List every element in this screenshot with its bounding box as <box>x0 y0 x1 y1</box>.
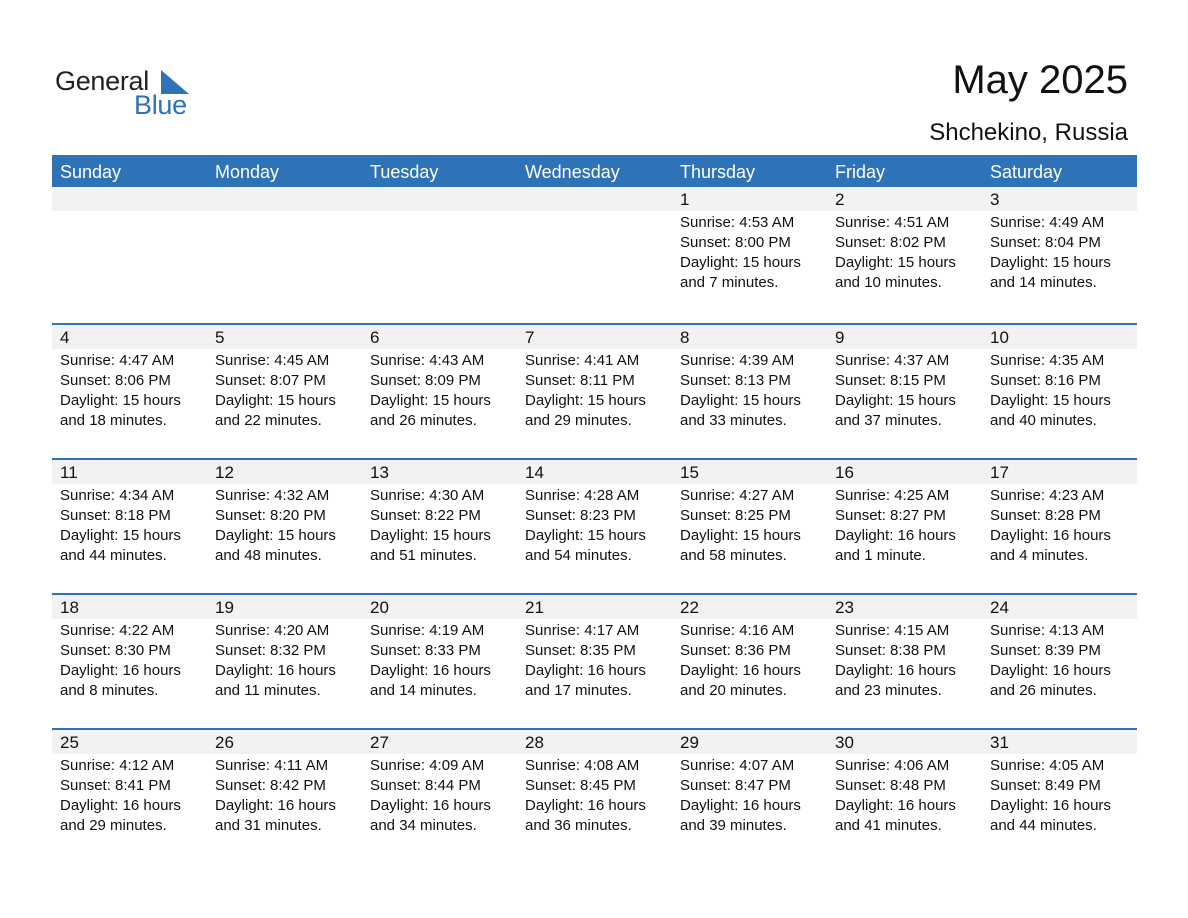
daylight-text: Daylight: 15 hours <box>990 392 1111 409</box>
daylight-text: Daylight: 15 hours <box>525 527 646 544</box>
day-details <box>672 754 827 836</box>
sunset-text: Sunset: 8:13 PM <box>680 372 791 389</box>
daylight-minutes-text: and 29 minutes. <box>60 817 167 834</box>
daylight-minutes-text: and 11 minutes. <box>215 682 321 699</box>
day-number: 17 <box>982 460 1137 484</box>
day-cell <box>827 460 982 593</box>
sunset-text: Sunset: 8:44 PM <box>370 777 481 794</box>
weekday-tuesday: Tuesday <box>370 162 439 182</box>
daylight-text: Daylight: 15 hours <box>370 392 491 409</box>
daylight-text: Daylight: 16 hours <box>215 797 336 814</box>
daylight-text: Daylight: 15 hours <box>680 254 801 271</box>
empty-day-cell <box>517 187 672 323</box>
day-number <box>207 187 362 211</box>
day-details <box>207 349 362 431</box>
sunset-text: Sunset: 8:38 PM <box>835 642 946 659</box>
daylight-minutes-text: and 44 minutes. <box>60 547 167 564</box>
day-number: 1 <box>672 187 827 211</box>
daylight-text: Daylight: 15 hours <box>60 527 181 544</box>
sunset-text: Sunset: 8:27 PM <box>835 507 946 524</box>
day-cell <box>517 325 672 458</box>
sunrise-text: Sunrise: 4:19 AM <box>370 622 485 639</box>
week-row <box>52 593 1137 728</box>
day-details <box>672 211 827 293</box>
day-details <box>517 754 672 836</box>
weekday-monday: Monday <box>215 162 280 182</box>
page-title: May 2025 <box>952 58 1128 102</box>
daylight-minutes-text: and 44 minutes. <box>990 817 1097 834</box>
daylight-text: Daylight: 16 hours <box>60 797 181 814</box>
day-details <box>827 619 982 701</box>
day-cell <box>362 730 517 863</box>
sunset-text: Sunset: 8:04 PM <box>990 234 1101 251</box>
day-number: 8 <box>672 325 827 349</box>
sunrise-text: Sunrise: 4:28 AM <box>525 487 640 504</box>
sunrise-text: Sunrise: 4:13 AM <box>990 622 1105 639</box>
day-number: 2 <box>827 187 982 211</box>
sunset-text: Sunset: 8:45 PM <box>525 777 636 794</box>
daylight-text: Daylight: 16 hours <box>60 662 181 679</box>
sunset-text: Sunset: 8:11 PM <box>525 372 635 389</box>
day-cell <box>982 187 1137 323</box>
day-details <box>207 754 362 836</box>
day-cell <box>362 595 517 728</box>
day-details <box>517 484 672 566</box>
day-number: 28 <box>517 730 672 754</box>
day-number: 15 <box>672 460 827 484</box>
daylight-text: Daylight: 16 hours <box>215 662 336 679</box>
daylight-minutes-text: and 14 minutes. <box>370 682 477 699</box>
day-cell <box>982 730 1137 863</box>
day-cell <box>517 730 672 863</box>
day-details <box>827 484 982 566</box>
sunset-text: Sunset: 8:39 PM <box>990 642 1101 659</box>
day-number: 9 <box>827 325 982 349</box>
daylight-text: Daylight: 15 hours <box>370 527 491 544</box>
daylight-text: Daylight: 16 hours <box>990 662 1111 679</box>
day-number: 21 <box>517 595 672 619</box>
day-number <box>517 187 672 211</box>
location-subtitle: Shchekino, Russia <box>929 119 1128 146</box>
daylight-text: Daylight: 16 hours <box>835 527 956 544</box>
daylight-minutes-text: and 34 minutes. <box>370 817 477 834</box>
day-details <box>52 484 207 566</box>
sunrise-text: Sunrise: 4:41 AM <box>525 352 640 369</box>
daylight-text: Daylight: 16 hours <box>370 662 491 679</box>
empty-day-cell <box>362 187 517 323</box>
day-cell <box>517 595 672 728</box>
day-number: 31 <box>982 730 1137 754</box>
day-cell <box>207 460 362 593</box>
daylight-text: Daylight: 15 hours <box>215 527 336 544</box>
week-row <box>52 323 1137 458</box>
sunset-text: Sunset: 8:41 PM <box>60 777 171 794</box>
day-number: 3 <box>982 187 1137 211</box>
day-cell <box>672 460 827 593</box>
daylight-minutes-text: and 4 minutes. <box>990 547 1089 564</box>
day-cell <box>672 595 827 728</box>
day-cell <box>672 325 827 458</box>
sunrise-text: Sunrise: 4:09 AM <box>370 757 485 774</box>
sunrise-text: Sunrise: 4:30 AM <box>370 487 485 504</box>
sunset-text: Sunset: 8:49 PM <box>990 777 1101 794</box>
day-number: 16 <box>827 460 982 484</box>
day-cell <box>362 460 517 593</box>
day-details <box>982 349 1137 431</box>
day-details <box>982 619 1137 701</box>
day-number: 5 <box>207 325 362 349</box>
sunset-text: Sunset: 8:28 PM <box>990 507 1101 524</box>
daylight-text: Daylight: 16 hours <box>990 797 1111 814</box>
sunset-text: Sunset: 8:18 PM <box>60 507 171 524</box>
daylight-minutes-text: and 31 minutes. <box>215 817 322 834</box>
day-cell <box>827 187 982 323</box>
sunrise-text: Sunrise: 4:20 AM <box>215 622 330 639</box>
daylight-minutes-text: and 10 minutes. <box>835 274 942 291</box>
sunset-text: Sunset: 8:48 PM <box>835 777 946 794</box>
daylight-text: Daylight: 16 hours <box>525 662 646 679</box>
day-number: 30 <box>827 730 982 754</box>
daylight-text: Daylight: 15 hours <box>835 254 956 271</box>
daylight-minutes-text: and 54 minutes. <box>525 547 632 564</box>
day-details <box>982 754 1137 836</box>
day-cell <box>517 460 672 593</box>
day-number: 14 <box>517 460 672 484</box>
day-details <box>672 349 827 431</box>
day-cell <box>827 595 982 728</box>
daylight-text: Daylight: 16 hours <box>835 797 956 814</box>
sunrise-text: Sunrise: 4:27 AM <box>680 487 795 504</box>
day-details <box>982 211 1137 293</box>
day-cell <box>982 325 1137 458</box>
daylight-text: Daylight: 16 hours <box>680 797 801 814</box>
daylight-text: Daylight: 15 hours <box>680 527 801 544</box>
sunrise-text: Sunrise: 4:49 AM <box>990 214 1105 231</box>
day-number: 25 <box>52 730 207 754</box>
daylight-text: Daylight: 16 hours <box>835 662 956 679</box>
sunset-text: Sunset: 8:42 PM <box>215 777 326 794</box>
day-number: 20 <box>362 595 517 619</box>
day-number: 6 <box>362 325 517 349</box>
sunset-text: Sunset: 8:15 PM <box>835 372 946 389</box>
sunset-text: Sunset: 8:20 PM <box>215 507 326 524</box>
week-row <box>52 187 1137 323</box>
daylight-text: Daylight: 15 hours <box>835 392 956 409</box>
daylight-minutes-text: and 26 minutes. <box>370 412 477 429</box>
weekday-sunday: Sunday <box>60 162 122 182</box>
day-cell <box>362 325 517 458</box>
sunrise-text: Sunrise: 4:32 AM <box>215 487 330 504</box>
daylight-minutes-text: and 41 minutes. <box>835 817 942 834</box>
day-details <box>672 484 827 566</box>
sunset-text: Sunset: 8:33 PM <box>370 642 481 659</box>
day-cell <box>207 325 362 458</box>
sunrise-text: Sunrise: 4:25 AM <box>835 487 950 504</box>
daylight-text: Daylight: 15 hours <box>60 392 181 409</box>
sunset-text: Sunset: 8:07 PM <box>215 372 326 389</box>
day-details <box>362 619 517 701</box>
sunset-text: Sunset: 8:30 PM <box>60 642 171 659</box>
daylight-text: Daylight: 15 hours <box>215 392 336 409</box>
day-details <box>52 754 207 836</box>
day-cell <box>52 325 207 458</box>
sunrise-text: Sunrise: 4:37 AM <box>835 352 950 369</box>
sunset-text: Sunset: 8:00 PM <box>680 234 791 251</box>
weekday-thursday: Thursday <box>680 162 756 182</box>
daylight-minutes-text: and 40 minutes. <box>990 412 1097 429</box>
day-number: 10 <box>982 325 1137 349</box>
daylight-minutes-text: and 23 minutes. <box>835 682 942 699</box>
sunset-text: Sunset: 8:35 PM <box>525 642 636 659</box>
sunset-text: Sunset: 8:23 PM <box>525 507 636 524</box>
day-number: 29 <box>672 730 827 754</box>
daylight-minutes-text: and 22 minutes. <box>215 412 322 429</box>
generalblue-logo <box>55 62 215 122</box>
day-cell <box>207 595 362 728</box>
day-details <box>207 484 362 566</box>
sunrise-text: Sunrise: 4:17 AM <box>525 622 640 639</box>
sunrise-text: Sunrise: 4:11 AM <box>215 757 329 774</box>
sunrise-text: Sunrise: 4:35 AM <box>990 352 1105 369</box>
daylight-minutes-text: and 33 minutes. <box>680 412 787 429</box>
sunrise-text: Sunrise: 4:15 AM <box>835 622 950 639</box>
day-number: 11 <box>52 460 207 484</box>
daylight-minutes-text: and 18 minutes. <box>60 412 167 429</box>
daylight-text: Daylight: 16 hours <box>680 662 801 679</box>
day-cell <box>982 595 1137 728</box>
calendar-weeks <box>52 187 1137 863</box>
day-details <box>517 619 672 701</box>
day-details <box>362 484 517 566</box>
daylight-text: Daylight: 15 hours <box>680 392 801 409</box>
sunset-text: Sunset: 8:06 PM <box>60 372 171 389</box>
day-cell <box>52 460 207 593</box>
day-cell <box>52 595 207 728</box>
daylight-minutes-text: and 1 minute. <box>835 547 926 564</box>
sunrise-text: Sunrise: 4:47 AM <box>60 352 175 369</box>
sunrise-text: Sunrise: 4:39 AM <box>680 352 795 369</box>
sunrise-text: Sunrise: 4:43 AM <box>370 352 485 369</box>
daylight-minutes-text: and 36 minutes. <box>525 817 632 834</box>
sunset-text: Sunset: 8:02 PM <box>835 234 946 251</box>
sunrise-text: Sunrise: 4:45 AM <box>215 352 330 369</box>
daylight-text: Daylight: 16 hours <box>525 797 646 814</box>
sunrise-text: Sunrise: 4:06 AM <box>835 757 950 774</box>
weekday-saturday: Saturday <box>990 162 1063 182</box>
day-details <box>362 349 517 431</box>
empty-day-cell <box>52 187 207 323</box>
sunset-text: Sunset: 8:09 PM <box>370 372 481 389</box>
day-details <box>362 754 517 836</box>
daylight-text: Daylight: 16 hours <box>990 527 1111 544</box>
sunrise-text: Sunrise: 4:34 AM <box>60 487 175 504</box>
daylight-minutes-text: and 20 minutes. <box>680 682 787 699</box>
sunrise-text: Sunrise: 4:12 AM <box>60 757 175 774</box>
daylight-minutes-text: and 48 minutes. <box>215 547 322 564</box>
day-number: 19 <box>207 595 362 619</box>
day-number: 26 <box>207 730 362 754</box>
daylight-text: Daylight: 15 hours <box>525 392 646 409</box>
daylight-minutes-text: and 39 minutes. <box>680 817 787 834</box>
day-number: 27 <box>362 730 517 754</box>
week-row <box>52 458 1137 593</box>
sunset-text: Sunset: 8:25 PM <box>680 507 791 524</box>
day-details <box>52 619 207 701</box>
day-details <box>827 211 982 293</box>
sunset-text: Sunset: 8:16 PM <box>990 372 1101 389</box>
day-details <box>672 619 827 701</box>
day-number <box>362 187 517 211</box>
calendar-grid <box>52 155 1137 863</box>
day-cell <box>672 187 827 323</box>
daylight-minutes-text: and 58 minutes. <box>680 547 787 564</box>
empty-day-cell <box>207 187 362 323</box>
day-details <box>52 349 207 431</box>
sunrise-text: Sunrise: 4:51 AM <box>835 214 950 231</box>
day-number: 23 <box>827 595 982 619</box>
day-number: 13 <box>362 460 517 484</box>
sunrise-text: Sunrise: 4:53 AM <box>680 214 795 231</box>
weekday-header <box>52 155 1137 187</box>
logo-blue-text: Blue <box>134 90 187 120</box>
day-number: 7 <box>517 325 672 349</box>
weekday-friday: Friday <box>835 162 886 182</box>
day-details <box>827 754 982 836</box>
daylight-text: Daylight: 15 hours <box>990 254 1111 271</box>
sunset-text: Sunset: 8:36 PM <box>680 642 791 659</box>
week-row <box>52 728 1137 863</box>
day-number: 18 <box>52 595 207 619</box>
sunrise-text: Sunrise: 4:16 AM <box>680 622 795 639</box>
daylight-minutes-text: and 17 minutes. <box>525 682 632 699</box>
day-cell <box>52 730 207 863</box>
sunset-text: Sunset: 8:47 PM <box>680 777 791 794</box>
day-details <box>982 484 1137 566</box>
daylight-minutes-text: and 51 minutes. <box>370 547 477 564</box>
daylight-minutes-text: and 7 minutes. <box>680 274 779 291</box>
day-details <box>207 619 362 701</box>
day-number: 4 <box>52 325 207 349</box>
day-cell <box>827 730 982 863</box>
sunrise-text: Sunrise: 4:23 AM <box>990 487 1105 504</box>
day-number: 12 <box>207 460 362 484</box>
daylight-minutes-text: and 14 minutes. <box>990 274 1097 291</box>
weekday-wednesday: Wednesday <box>525 162 620 182</box>
sunrise-text: Sunrise: 4:22 AM <box>60 622 175 639</box>
sunset-text: Sunset: 8:22 PM <box>370 507 481 524</box>
daylight-minutes-text: and 37 minutes. <box>835 412 942 429</box>
day-details <box>827 349 982 431</box>
day-number: 24 <box>982 595 1137 619</box>
logo-general-text: General <box>55 66 149 96</box>
day-cell <box>827 325 982 458</box>
day-number: 22 <box>672 595 827 619</box>
daylight-text: Daylight: 16 hours <box>370 797 491 814</box>
sunrise-text: Sunrise: 4:07 AM <box>680 757 795 774</box>
sunset-text: Sunset: 8:32 PM <box>215 642 326 659</box>
daylight-minutes-text: and 8 minutes. <box>60 682 159 699</box>
day-cell <box>982 460 1137 593</box>
sunrise-text: Sunrise: 4:08 AM <box>525 757 640 774</box>
daylight-minutes-text: and 29 minutes. <box>525 412 632 429</box>
day-cell <box>672 730 827 863</box>
sunrise-text: Sunrise: 4:05 AM <box>990 757 1105 774</box>
day-number <box>52 187 207 211</box>
day-cell <box>207 730 362 863</box>
day-details <box>517 349 672 431</box>
daylight-minutes-text: and 26 minutes. <box>990 682 1097 699</box>
